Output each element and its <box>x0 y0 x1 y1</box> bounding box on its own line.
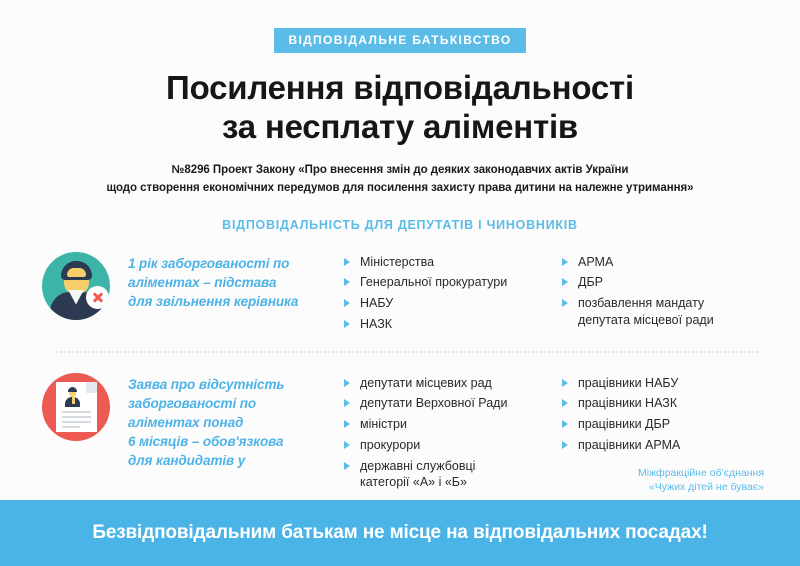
section-heading: ВІДПОВІДАЛЬНІСТЬ ДЛЯ ДЕПУТАТІВ І ЧИНОВНИКІВ <box>222 217 578 232</box>
row-caption <box>128 375 343 471</box>
list-item <box>343 254 561 271</box>
document-avatar-tie <box>72 397 75 404</box>
list-item-label: державні службовці <box>360 458 476 473</box>
list-item-sublabel: категорії «А» і «Б» <box>360 475 467 490</box>
list-item-label: Генеральної прокуратури <box>360 275 508 290</box>
row-caption-line: Заява про відсутність <box>128 376 285 392</box>
row-icon-cell <box>42 371 128 441</box>
document-text-line <box>62 421 91 423</box>
list-item-label: Міністерства <box>360 254 435 269</box>
list-item-label: працівники АРМА <box>578 437 681 452</box>
list-item-label: працівники ДБР <box>578 417 671 431</box>
organization-credit <box>561 466 766 496</box>
list-item-label: АРМА <box>578 254 614 269</box>
row-caption-line: аліментах понад <box>128 414 244 430</box>
footer-banner <box>0 500 800 566</box>
row-caption-line: заборгованості по <box>128 395 257 411</box>
page-title-line-2: за несплату аліментів <box>221 107 579 145</box>
law-reference-line-1: №8296 Проект Закону «Про внесення змін до деяких законодавчих актів України <box>171 163 629 176</box>
content-row <box>42 353 766 496</box>
list-item <box>561 375 766 392</box>
list-item-label: працівники НАЗК <box>578 396 678 411</box>
row-list-column-left <box>343 254 561 337</box>
document-text-line <box>62 426 80 428</box>
row-caption-cell <box>128 250 343 311</box>
row-caption-cell <box>128 371 343 471</box>
person-hair-shape <box>61 261 92 280</box>
bullet-list <box>561 375 766 454</box>
row-caption-line: для звільнення керівника <box>128 293 299 309</box>
row-list-column-right <box>561 375 766 496</box>
list-item <box>343 375 561 392</box>
document-sheet-shape <box>56 382 97 432</box>
row-caption-line: для кандидатів у <box>128 453 246 469</box>
list-item <box>343 416 561 433</box>
row-caption-line: 1 рік заборгованості по <box>128 255 290 271</box>
list-item-label: ДБР <box>578 275 604 290</box>
list-item-label: працівники НАБУ <box>578 375 679 390</box>
list-item <box>343 458 561 492</box>
person-with-x-icon <box>42 252 110 320</box>
poster-header <box>0 0 800 232</box>
law-reference <box>60 162 740 198</box>
list-item <box>343 316 561 333</box>
organization-credit-line-1: Міжфракційне об'єднання <box>637 466 764 479</box>
bullet-list <box>343 254 561 333</box>
bullet-list <box>343 375 561 492</box>
document-resume-icon <box>42 373 110 441</box>
list-item <box>561 274 766 291</box>
document-fold-corner <box>86 382 97 393</box>
list-item <box>343 295 561 312</box>
list-item-label: НАЗК <box>360 316 393 331</box>
row-lists <box>343 371 766 496</box>
row-icon-cell <box>42 250 128 320</box>
list-item-label: прокурори <box>360 437 421 452</box>
list-item-label: позбавлення мандату <box>578 296 705 310</box>
list-item <box>561 254 766 271</box>
list-item-label: міністри <box>360 417 407 431</box>
list-item <box>561 395 766 412</box>
list-item-label: НАБУ <box>360 296 394 310</box>
content-row <box>42 250 766 351</box>
page-title <box>0 69 800 147</box>
row-list-column-left <box>343 375 561 496</box>
law-reference-line-2: щодо створення економічних передумов для посилення захисту права дитини на належне утримання» <box>106 181 694 194</box>
document-avatar-hair <box>68 387 77 392</box>
document-text-line <box>62 411 91 413</box>
list-item-sublabel: депутата місцевої ради <box>578 312 714 327</box>
list-item-label: депутати місцевих рад <box>360 375 492 390</box>
row-lists <box>343 250 766 337</box>
row-caption-line: аліментах – підстава <box>128 274 277 290</box>
document-text-lines <box>62 411 91 431</box>
footer-banner-text: Безвідповідальним батькам не місце на відповідальних посадах! <box>92 522 708 543</box>
list-item <box>561 295 766 329</box>
list-item <box>343 395 561 412</box>
bullet-list <box>561 254 766 329</box>
document-text-line <box>62 416 91 418</box>
eyebrow-badge: ВІДПОВІДАЛЬНЕ БАТЬКІВСТВО <box>274 28 525 53</box>
list-item <box>343 437 561 454</box>
row-caption <box>128 254 343 311</box>
list-item <box>561 416 766 433</box>
page-title-line-1: Посилення відповідальності <box>166 69 634 106</box>
list-item <box>343 274 561 291</box>
red-x-badge-icon <box>86 286 109 309</box>
eyebrow-wrap <box>0 28 800 53</box>
list-item <box>561 437 766 454</box>
organization-credit-line-2: «Чужих дітей не буває» <box>648 481 764 494</box>
content-rows <box>0 250 800 496</box>
row-list-column-right <box>561 254 766 337</box>
list-item-label: депутати Верховної Ради <box>360 396 508 411</box>
row-caption-line: 6 місяців – обов'язкова <box>128 433 284 449</box>
